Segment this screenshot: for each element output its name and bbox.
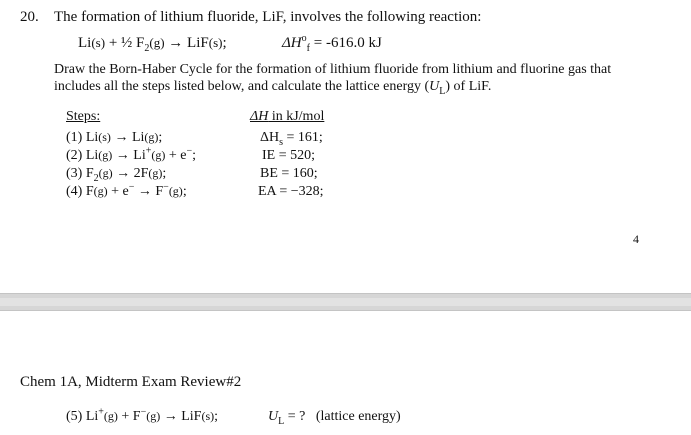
reaction-dh-render: $\Delta H^o_f = -616.0$ kJ (282, 33, 382, 54)
step-5: (5) Li+(g) + F−(g) → LiF(s); (66, 406, 219, 424)
reaction-lhs-render: Li(s) + ½ $F_2(g) \to LiF(s)$; (78, 35, 227, 54)
page-break-divider (0, 293, 691, 311)
page-number: 4 (633, 232, 639, 246)
page-break-inner (0, 298, 691, 306)
reaction-equation (78, 34, 227, 52)
question-number: 20. (20, 9, 39, 25)
step-4-value: EA = −328; (258, 184, 324, 199)
instruction-line-2-render: includes all the steps listed below, and calculate the lattice energy $(U_L)$ of LiF. (54, 79, 492, 97)
dh-header (250, 108, 336, 125)
next-page-header: Chem 1A, Midterm Exam Review#2 (20, 374, 242, 390)
instruction-line-2 (54, 78, 491, 95)
step-1: (1) Li(s) → Li(g); (66, 130, 163, 145)
step-5-value: $U_L$ = ? (lattice energy) (268, 409, 401, 427)
step-2: (2) Li(g) → Li+(g) + e−; (66, 145, 196, 163)
step-3-value: BE = 160; (260, 166, 318, 181)
steps-header: Steps: (66, 109, 101, 124)
instruction-line-1: Draw the Born-Haber Cycle for the formation of lithium fluoride from lithium and fluorine gas that (54, 62, 612, 77)
reaction-enthalpy (282, 34, 382, 52)
dh-header-render: ΔH in kJ/mol (250, 109, 325, 124)
step-3: (3) $F_2(g) \to 2F(g)$; (66, 166, 167, 184)
question-stem: The formation of lithium fluoride, LiF, involves the following reaction: (54, 9, 482, 25)
step-2-value: IE = 520; (262, 148, 315, 163)
step-4: (4) F(g) + e− → F−(g); (66, 181, 187, 199)
step-1-value: $\Delta H_s = 161$; (260, 130, 323, 148)
